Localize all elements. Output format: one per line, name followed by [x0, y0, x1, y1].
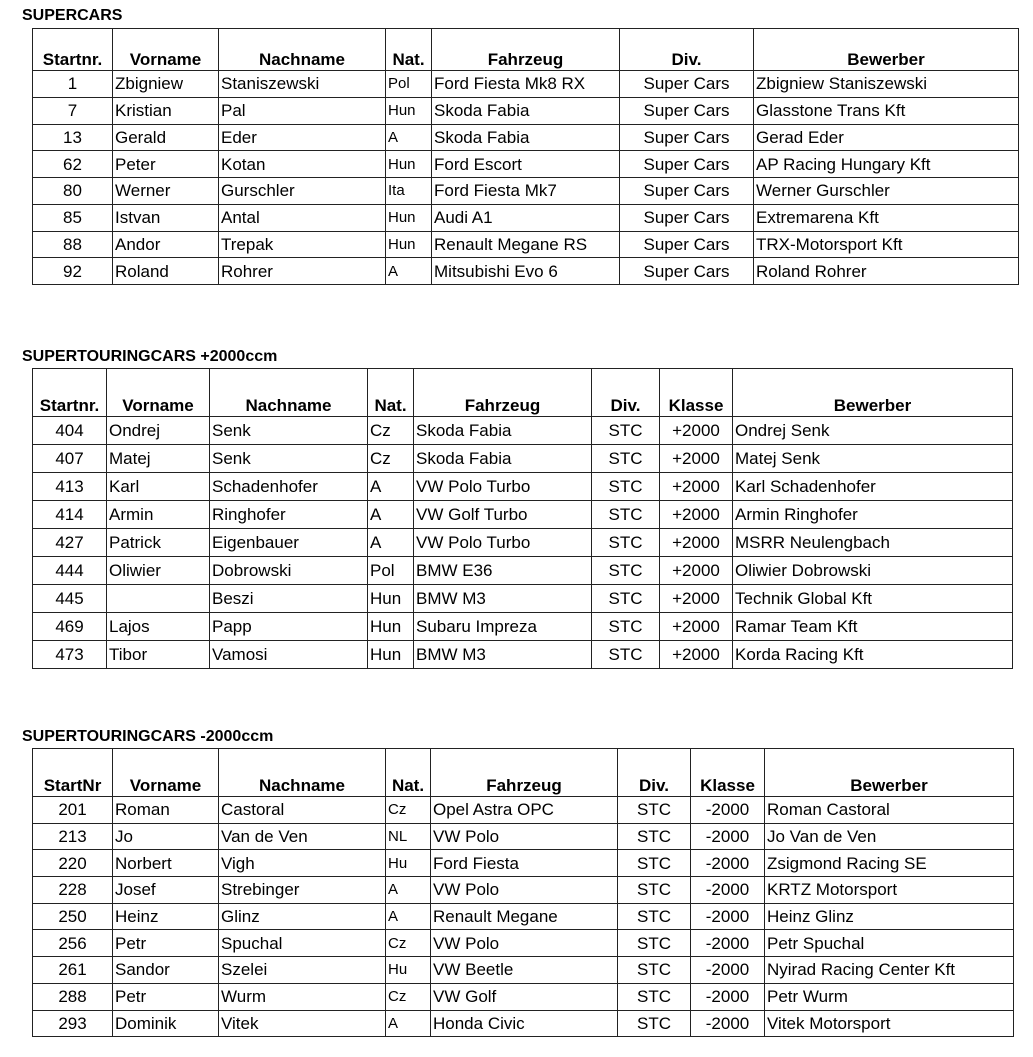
table-cell: STC	[618, 877, 691, 904]
column-header: Fahrzeug	[414, 369, 592, 417]
table-cell: Super Cars	[620, 204, 754, 231]
table-cell: Pol	[386, 71, 432, 98]
table-cell	[107, 585, 210, 613]
table-cell: Super Cars	[620, 151, 754, 178]
entry-table-supercars	[32, 28, 1019, 285]
table-cell: Tibor	[107, 641, 210, 669]
section-title-supercars: SUPERCARS	[22, 7, 123, 24]
table-cell: Gerad Eder	[754, 124, 1019, 151]
column-header: Nachname	[219, 29, 386, 71]
column-header: Bewerber	[754, 29, 1019, 71]
table-cell: Patrick	[107, 529, 210, 557]
table-cell: 444	[33, 557, 107, 585]
table-cell: Matej Senk	[733, 445, 1013, 473]
table-cell: 13	[33, 124, 113, 151]
table-cell: Korda Racing Kft	[733, 641, 1013, 669]
table-cell: STC	[618, 823, 691, 850]
table-cell: Wurm	[219, 983, 386, 1010]
table-cell: Skoda Fabia	[414, 417, 592, 445]
table-row	[33, 258, 1019, 285]
table-cell: Super Cars	[620, 124, 754, 151]
table-cell: Super Cars	[620, 178, 754, 205]
table-row	[33, 877, 1014, 904]
table-header-row	[33, 29, 1019, 71]
table-cell: Renault Megane	[431, 903, 618, 930]
table-cell: Super Cars	[620, 258, 754, 285]
table-cell: Ford Fiesta Mk8 RX	[432, 71, 620, 98]
table-row	[33, 71, 1019, 98]
table-cell: 92	[33, 258, 113, 285]
table-cell: Karl Schadenhofer	[733, 473, 1013, 501]
table-header-row	[33, 369, 1013, 417]
table-cell: Opel Astra OPC	[431, 797, 618, 824]
table-cell: VW Polo	[431, 823, 618, 850]
table-cell: Jo	[113, 823, 219, 850]
table-cell: Senk	[210, 445, 368, 473]
column-header: StartNr	[33, 749, 113, 797]
table-cell: Kristian	[113, 97, 219, 124]
table-cell: Rohrer	[219, 258, 386, 285]
table-cell: +2000	[660, 585, 733, 613]
table-cell: Norbert	[113, 850, 219, 877]
table-cell: Kotan	[219, 151, 386, 178]
table-cell: Matej	[107, 445, 210, 473]
column-header: Div.	[620, 29, 754, 71]
table-cell: Mitsubishi Evo 6	[432, 258, 620, 285]
column-header: Div.	[592, 369, 660, 417]
table-cell: STC	[592, 529, 660, 557]
table-cell: Technik Global Kft	[733, 585, 1013, 613]
table-cell: -2000	[691, 930, 765, 957]
table-row	[33, 983, 1014, 1010]
table-cell: -2000	[691, 957, 765, 984]
table-cell: Cz	[368, 417, 414, 445]
table-cell: KRTZ Motorsport	[765, 877, 1014, 904]
table-cell: Petr	[113, 983, 219, 1010]
table-cell: STC	[592, 417, 660, 445]
table-cell: Ondrej Senk	[733, 417, 1013, 445]
table-cell: BMW M3	[414, 585, 592, 613]
table-cell: STC	[592, 445, 660, 473]
table-cell: Ita	[386, 178, 432, 205]
table-cell: 1	[33, 71, 113, 98]
table-cell: +2000	[660, 529, 733, 557]
table-cell: 293	[33, 1010, 113, 1037]
table-cell: Josef	[113, 877, 219, 904]
table-cell: -2000	[691, 823, 765, 850]
table-cell: +2000	[660, 613, 733, 641]
table-row	[33, 557, 1013, 585]
table-cell: AP Racing Hungary Kft	[754, 151, 1019, 178]
table-row	[33, 903, 1014, 930]
table-cell: Vamosi	[210, 641, 368, 669]
table-cell: VW Golf	[431, 983, 618, 1010]
table-row	[33, 957, 1014, 984]
table-cell: Cz	[386, 983, 431, 1010]
table-cell: STC	[618, 1010, 691, 1037]
column-header: Fahrzeug	[432, 29, 620, 71]
table-cell: Zbigniew Staniszewski	[754, 71, 1019, 98]
table-cell: Skoda Fabia	[432, 124, 620, 151]
column-header: Nat.	[386, 29, 432, 71]
table-cell: Ford Escort	[432, 151, 620, 178]
table-cell: Roland Rohrer	[754, 258, 1019, 285]
table-cell: 256	[33, 930, 113, 957]
table-cell: Eigenbauer	[210, 529, 368, 557]
table-cell: Andor	[113, 231, 219, 258]
table-cell: Jo Van de Ven	[765, 823, 1014, 850]
column-header: Klasse	[660, 369, 733, 417]
table-row	[33, 178, 1019, 205]
table-cell: Pal	[219, 97, 386, 124]
table-cell: TRX-Motorsport Kft	[754, 231, 1019, 258]
table-cell: 7	[33, 97, 113, 124]
table-cell: Vitek	[219, 1010, 386, 1037]
table-cell: -2000	[691, 877, 765, 904]
table-cell: +2000	[660, 445, 733, 473]
table-cell: Hun	[368, 641, 414, 669]
table-cell: 413	[33, 473, 107, 501]
table-cell: Skoda Fabia	[414, 445, 592, 473]
table-cell: Petr Spuchal	[765, 930, 1014, 957]
table-cell: STC	[618, 930, 691, 957]
section-title-stc-plus-2000: SUPERTOURINGCARS +2000ccm	[22, 348, 278, 365]
table-cell: Ringhofer	[210, 501, 368, 529]
table-cell: STC	[618, 797, 691, 824]
table-cell: Antal	[219, 204, 386, 231]
table-cell: Extremarena Kft	[754, 204, 1019, 231]
table-cell: Honda Civic	[431, 1010, 618, 1037]
table-cell: Armin Ringhofer	[733, 501, 1013, 529]
table-cell: -2000	[691, 1010, 765, 1037]
table-cell: 407	[33, 445, 107, 473]
table-row	[33, 231, 1019, 258]
table-cell: Glasstone Trans Kft	[754, 97, 1019, 124]
column-header: Klasse	[691, 749, 765, 797]
table-cell: Lajos	[107, 613, 210, 641]
table-cell: A	[368, 473, 414, 501]
table-cell: 427	[33, 529, 107, 557]
table-row	[33, 417, 1013, 445]
table-cell: Ondrej	[107, 417, 210, 445]
table-cell: Heinz	[113, 903, 219, 930]
table-row	[33, 445, 1013, 473]
table-cell: -2000	[691, 903, 765, 930]
table-cell: 88	[33, 231, 113, 258]
table-cell: Vigh	[219, 850, 386, 877]
column-header: Nachname	[219, 749, 386, 797]
table-cell: Nyirad Racing Center Kft	[765, 957, 1014, 984]
table-cell: 288	[33, 983, 113, 1010]
column-header: Nachname	[210, 369, 368, 417]
table-row	[33, 850, 1014, 877]
table-cell: +2000	[660, 417, 733, 445]
table-cell: +2000	[660, 501, 733, 529]
column-header: Vorname	[113, 29, 219, 71]
table-row	[33, 930, 1014, 957]
table-cell: Hu	[386, 957, 431, 984]
table-row	[33, 124, 1019, 151]
table-cell: 469	[33, 613, 107, 641]
table-cell: VW Golf Turbo	[414, 501, 592, 529]
table-cell: 261	[33, 957, 113, 984]
table-cell: 250	[33, 903, 113, 930]
table-cell: BMW E36	[414, 557, 592, 585]
column-header: Bewerber	[765, 749, 1014, 797]
table-cell: Castoral	[219, 797, 386, 824]
table-row	[33, 1010, 1014, 1037]
table-cell: Istvan	[113, 204, 219, 231]
column-header: Vorname	[107, 369, 210, 417]
table-cell: Audi A1	[432, 204, 620, 231]
table-cell: Werner	[113, 178, 219, 205]
table-cell: STC	[592, 473, 660, 501]
table-cell: Zsigmond Racing SE	[765, 850, 1014, 877]
table-cell: STC	[618, 957, 691, 984]
section-title-stc-minus-2000: SUPERTOURINGCARS -2000ccm	[22, 728, 274, 745]
table-cell: A	[368, 501, 414, 529]
table-cell: Hun	[386, 231, 432, 258]
table-cell: 62	[33, 151, 113, 178]
table-cell: Roman	[113, 797, 219, 824]
column-header: Bewerber	[733, 369, 1013, 417]
table-cell: Karl	[107, 473, 210, 501]
table-cell: Peter	[113, 151, 219, 178]
table-cell: Schadenhofer	[210, 473, 368, 501]
table-cell: VW Polo	[431, 877, 618, 904]
table-cell: VW Polo Turbo	[414, 529, 592, 557]
table-cell: Cz	[386, 797, 431, 824]
table-cell: Hun	[368, 613, 414, 641]
table-row	[33, 204, 1019, 231]
table-cell: Ford Fiesta Mk7	[432, 178, 620, 205]
table-cell: STC	[618, 850, 691, 877]
table-row	[33, 473, 1013, 501]
table-cell: A	[386, 877, 431, 904]
table-cell: 213	[33, 823, 113, 850]
entry-table-stc-minus-2000	[32, 748, 1014, 1037]
table-cell: BMW M3	[414, 641, 592, 669]
table-cell: Cz	[386, 930, 431, 957]
table-cell: Roland	[113, 258, 219, 285]
table-cell: Hun	[386, 151, 432, 178]
table-cell: Super Cars	[620, 97, 754, 124]
table-cell: Roman Castoral	[765, 797, 1014, 824]
table-cell: Heinz Glinz	[765, 903, 1014, 930]
column-header: Nat.	[368, 369, 414, 417]
table-cell: A	[386, 1010, 431, 1037]
table-cell: 414	[33, 501, 107, 529]
table-cell: Hu	[386, 850, 431, 877]
table-row	[33, 585, 1013, 613]
table-row	[33, 641, 1013, 669]
table-cell: STC	[618, 903, 691, 930]
table-cell: Zbigniew	[113, 71, 219, 98]
table-cell: Vitek Motorsport	[765, 1010, 1014, 1037]
column-header: Startnr.	[33, 369, 107, 417]
table-cell: Gerald	[113, 124, 219, 151]
table-cell: -2000	[691, 850, 765, 877]
table-cell: Gurschler	[219, 178, 386, 205]
table-cell: Hun	[386, 204, 432, 231]
table-cell: Hun	[368, 585, 414, 613]
table-cell: Trepak	[219, 231, 386, 258]
table-cell: A	[368, 529, 414, 557]
table-cell: Strebinger	[219, 877, 386, 904]
table-cell: Petr	[113, 930, 219, 957]
table-cell: +2000	[660, 473, 733, 501]
table-cell: Oliwier Dobrowski	[733, 557, 1013, 585]
table-row	[33, 529, 1013, 557]
table-cell: Werner Gurschler	[754, 178, 1019, 205]
table-cell: 85	[33, 204, 113, 231]
table-row	[33, 797, 1014, 824]
table-cell: STC	[592, 501, 660, 529]
table-cell: 201	[33, 797, 113, 824]
table-cell: Super Cars	[620, 71, 754, 98]
table-row	[33, 97, 1019, 124]
table-row	[33, 501, 1013, 529]
column-header: Vorname	[113, 749, 219, 797]
table-cell: Szelei	[219, 957, 386, 984]
table-cell: Spuchal	[219, 930, 386, 957]
table-cell: STC	[618, 983, 691, 1010]
table-cell: VW Beetle	[431, 957, 618, 984]
entry-table-stc-plus-2000	[32, 368, 1013, 669]
table-cell: Glinz	[219, 903, 386, 930]
table-cell: Staniszewski	[219, 71, 386, 98]
table-cell: +2000	[660, 557, 733, 585]
table-cell: A	[386, 258, 432, 285]
table-cell: STC	[592, 585, 660, 613]
table-cell: Papp	[210, 613, 368, 641]
column-header: Nat.	[386, 749, 431, 797]
table-header-row	[33, 749, 1014, 797]
column-header: Fahrzeug	[431, 749, 618, 797]
table-cell: A	[386, 124, 432, 151]
table-cell: Ramar Team Kft	[733, 613, 1013, 641]
table-cell: Oliwier	[107, 557, 210, 585]
table-cell: 80	[33, 178, 113, 205]
table-cell: Ford Fiesta	[431, 850, 618, 877]
table-cell: -2000	[691, 797, 765, 824]
table-row	[33, 823, 1014, 850]
table-cell: Sandor	[113, 957, 219, 984]
table-cell: Eder	[219, 124, 386, 151]
table-cell: 228	[33, 877, 113, 904]
table-cell: Dominik	[113, 1010, 219, 1037]
table-cell: NL	[386, 823, 431, 850]
table-cell: +2000	[660, 641, 733, 669]
table-cell: Dobrowski	[210, 557, 368, 585]
table-cell: Hun	[386, 97, 432, 124]
column-header: Div.	[618, 749, 691, 797]
table-cell: STC	[592, 557, 660, 585]
table-cell: 404	[33, 417, 107, 445]
table-cell: A	[386, 903, 431, 930]
table-cell: 445	[33, 585, 107, 613]
table-cell: Renault Megane RS	[432, 231, 620, 258]
table-cell: VW Polo	[431, 930, 618, 957]
table-cell: MSRR Neulengbach	[733, 529, 1013, 557]
table-cell: Van de Ven	[219, 823, 386, 850]
table-cell: Subaru Impreza	[414, 613, 592, 641]
table-cell: Senk	[210, 417, 368, 445]
table-cell: -2000	[691, 983, 765, 1010]
table-cell: VW Polo Turbo	[414, 473, 592, 501]
table-cell: 473	[33, 641, 107, 669]
table-row	[33, 151, 1019, 178]
table-cell: Cz	[368, 445, 414, 473]
table-row	[33, 613, 1013, 641]
table-cell: Armin	[107, 501, 210, 529]
table-cell: Pol	[368, 557, 414, 585]
table-cell: Beszi	[210, 585, 368, 613]
table-cell: Skoda Fabia	[432, 97, 620, 124]
table-cell: Super Cars	[620, 231, 754, 258]
column-header: Startnr.	[33, 29, 113, 71]
table-cell: STC	[592, 641, 660, 669]
table-cell: 220	[33, 850, 113, 877]
table-cell: Petr Wurm	[765, 983, 1014, 1010]
table-cell: STC	[592, 613, 660, 641]
